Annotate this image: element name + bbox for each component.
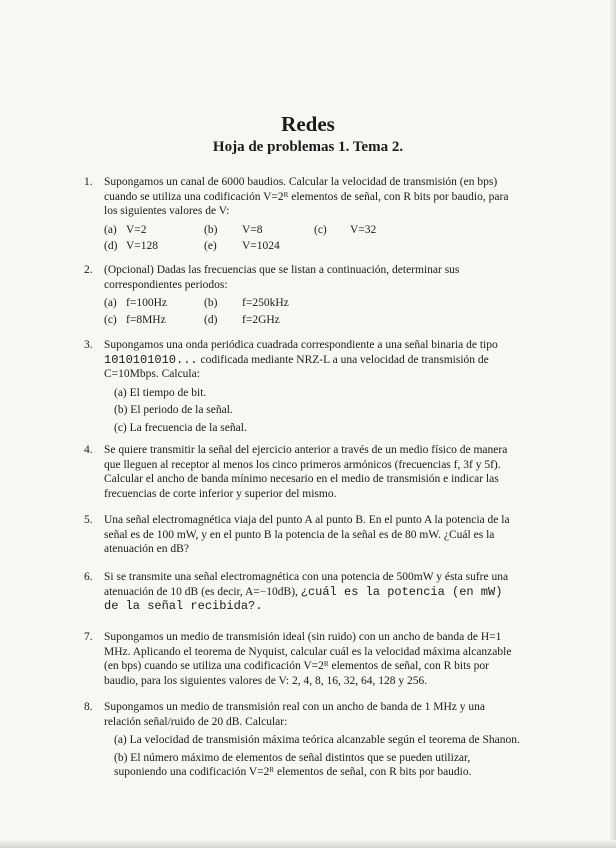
problem-text — [104, 570, 524, 614]
problem-4 — [84, 443, 524, 501]
problem-text: Supongamos un medio de transmisión real con un ancho de banda de 1 MHz y una relación señal/ruido de 20 dB. Calcular: — [104, 701, 486, 728]
item-label: (c) — [314, 223, 327, 236]
item-value: f=2GHz — [242, 313, 280, 326]
item-value: El periodo de la señal. — [130, 404, 233, 416]
item-label: (b) — [204, 297, 218, 309]
values-grid — [104, 296, 314, 329]
page-title: Redes — [281, 112, 335, 136]
item-label: (e) — [204, 240, 217, 252]
item-value: f=250kHz — [242, 297, 289, 309]
item-label: (b) — [114, 751, 128, 764]
list-item — [114, 733, 524, 748]
problem-5 — [84, 513, 524, 557]
problem-7 — [84, 630, 524, 688]
problem-text: Supongamos un canal de 6000 baudios. Calcular la velocidad de transmisión (en bps) cuando se utiliza una codificación V=2ᴿ elementos de señal, con R bits por baudio, para los siguientes valores de V: — [104, 176, 509, 217]
problem-number: 2. — [84, 264, 93, 276]
item-value: V=8 — [242, 223, 263, 236]
scan-edge-shadow — [0, 840, 616, 848]
problem-number: 8. — [84, 701, 93, 713]
problem-number: 7. — [84, 631, 93, 643]
item-label: (d) — [104, 240, 118, 252]
problem-text: Supongamos un medio de transmisión ideal (sin ruido) con un ancho de banda de H=1 MHz. Aplicando el teorema de Nyquist, calcular cuál es la velocidad máxima alcanzable (en bps) cuando se utiliza una codificación V=2ᴿ elementos de señal, con R bits por baudio, para los siguientes valores de V: 2, 4, 8, 16, 32, 64, 128 y 256. — [104, 631, 512, 687]
list-item — [114, 403, 524, 418]
problem-text-a: Supongamos una onda periódica cuadrada correspondiente a una señal binaria de tipo — [104, 339, 498, 351]
problem-text: Se quiere transmitir la señal del ejercicio anterior a través de un medio físico de manera que lleguen al receptor al menos los cinco primeros armónicos (frecuencias f, 3f y 5f). Calcular el ancho de banda mínimo necesario en el medio de transmisión e indicar las frecuencias de corte inferior y superior del mismo. — [104, 444, 508, 500]
item-value: La frecuencia de la señal. — [129, 421, 247, 434]
problem-number: 5. — [84, 514, 93, 526]
list-item — [114, 421, 524, 436]
problem-2 — [84, 263, 524, 329]
problem-1 — [84, 175, 524, 256]
problem-question: ¿cuál es la potencia (en mW) de la señal recibida?. — [104, 584, 503, 613]
item-label: (b) — [204, 223, 218, 236]
problem-number: 1. — [84, 176, 93, 188]
item-label: (c) — [114, 421, 127, 434]
item-value: f=8MHz — [126, 313, 166, 326]
item-label: (b) — [114, 404, 128, 416]
item-value: El número máximo de elementos de señal distintos que se pueden utilizar, suponiendo una codificación V=2ᴿ elementos de señal, con R bits por baudio. — [114, 751, 472, 778]
item-label: (d) — [204, 313, 218, 326]
item-label: (a) — [104, 297, 117, 309]
item-value: f=100Hz — [126, 297, 167, 309]
item-value: V=32 — [350, 223, 377, 236]
item-label: (c) — [104, 313, 117, 326]
item-value: V=128 — [126, 240, 159, 252]
list-item — [114, 751, 524, 780]
problem-number: 4. — [84, 444, 93, 456]
list-item — [114, 386, 524, 401]
item-label: (a) — [114, 734, 127, 746]
sub-item-list — [114, 386, 524, 436]
problem-3 — [84, 338, 524, 438]
problem-number: 3. — [84, 339, 93, 351]
page-subtitle: Hoja de problemas 1. Tema 2. — [212, 139, 404, 155]
problem-text: Una señal electromagnética viaja del punto A al punto B. En el punto A la potencia de la señal es de 100 mW, y en el punto B la potencia de la señal es de 80 mW. ¿Cuál es la atenuación en dB? — [104, 514, 510, 555]
item-label: (a) — [114, 386, 127, 399]
problem-8 — [84, 700, 524, 783]
problem-text-a: Si se transmite una señal electromagnética con una potencia de 500mW y ésta sufre una atenuación de 10 dB (es decir, A=−10dB), — [104, 571, 509, 598]
scan-edge-shadow — [610, 0, 616, 848]
item-value: El tiempo de bit. — [129, 386, 207, 399]
problem-number: 6. — [84, 571, 93, 583]
item-value: V=2 — [126, 223, 147, 236]
problem-6 — [84, 570, 524, 614]
values-grid — [104, 223, 376, 256]
binary-sequence: 1010101010... — [104, 352, 198, 367]
problem-text — [104, 338, 524, 382]
sub-item-list — [114, 733, 524, 780]
item-value: V=1024 — [242, 240, 280, 252]
item-label: (a) — [104, 223, 117, 236]
problem-text-c: codificada mediante NRZ-L a una velocidad de transmisión de C=10Mbps. Calcula: — [104, 353, 489, 380]
item-value: La velocidad de transmisión máxima teórica alcanzable según el teorema de Shanon. — [129, 734, 520, 746]
problem-text: (Opcional) Dadas las frecuencias que se listan a continuación, determinar sus correspondientes periodos: — [104, 264, 460, 291]
